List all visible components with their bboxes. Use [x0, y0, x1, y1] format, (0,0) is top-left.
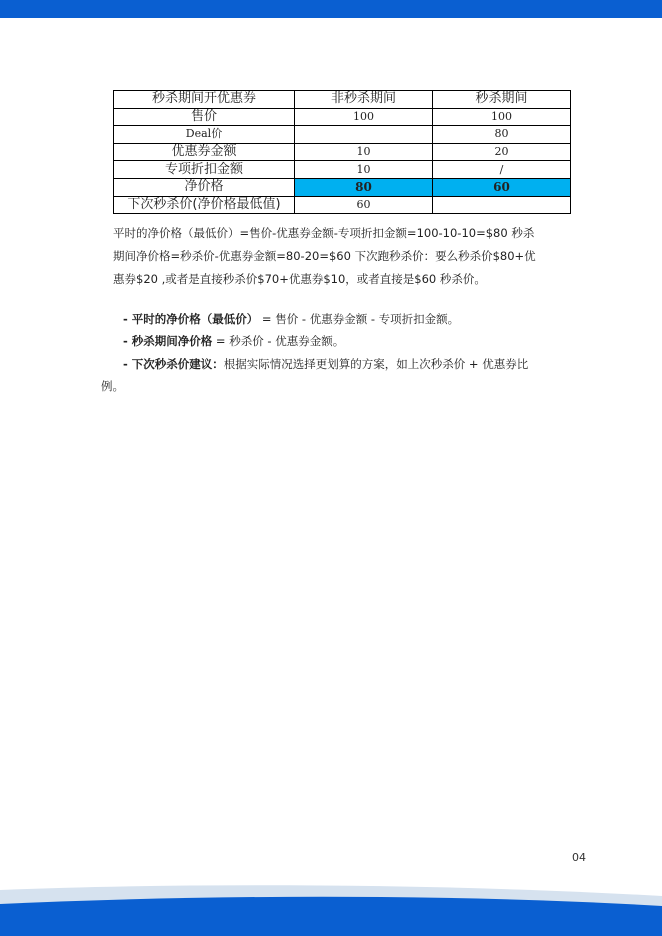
cell-normal: 10	[295, 161, 433, 179]
table-row	[114, 143, 571, 161]
cell-flash: 80	[433, 126, 571, 144]
row-label: 下次秒杀价(净价格最低值)	[114, 196, 295, 214]
cell-flash: 60	[433, 178, 571, 196]
cell-normal: 60	[295, 196, 433, 214]
bullet-title: - 平时的净价格（最低价）	[123, 312, 259, 326]
table-row	[114, 161, 571, 179]
cell-normal: 100	[295, 108, 433, 126]
row-label: 净价格	[114, 178, 295, 196]
explanation-paragraph	[113, 222, 565, 291]
bullet-text-continuation: 例。	[101, 379, 124, 393]
header-cell: 秒杀期间	[433, 91, 571, 109]
bullet-text: 根据实际情况选择更划算的方案，如上次秒杀价 + 优惠券比	[223, 357, 529, 371]
header-cell: 非秒杀期间	[295, 91, 433, 109]
table-row	[114, 196, 571, 214]
cell-flash: /	[433, 161, 571, 179]
cell-normal	[295, 126, 433, 144]
price-comparison-table	[113, 90, 571, 214]
bullet-text: = 售价 - 优惠券金额 - 专项折扣金额。	[258, 312, 460, 326]
cell-normal: 10	[295, 143, 433, 161]
cell-flash: 100	[433, 108, 571, 126]
table-row-highlighted	[114, 178, 571, 196]
bullet-flash-net-price	[101, 330, 567, 352]
paragraph-line: 期间净价格=秒杀价-优惠券金额=80-20=$60 下次跑秒杀价：要么秒杀价$80+优	[113, 249, 536, 263]
table-row	[114, 126, 571, 144]
row-label: 专项折扣金额	[114, 161, 295, 179]
cell-normal: 80	[295, 178, 433, 196]
bullet-next-flash-suggestion	[101, 353, 567, 397]
bullet-title: - 秒杀期间净价格	[123, 334, 213, 348]
bottom-wave-decoration	[0, 880, 662, 936]
cell-flash: 20	[433, 143, 571, 161]
cell-flash	[433, 196, 571, 214]
row-label: 优惠券金额	[114, 143, 295, 161]
top-banner	[0, 0, 662, 18]
row-label: 售价	[114, 108, 295, 126]
page-number: 04	[572, 851, 586, 864]
row-label: Deal价	[114, 126, 295, 144]
bullet-normal-net-price	[101, 308, 567, 330]
table-row	[114, 108, 571, 126]
paragraph-line: 平时的净价格（最低价）=售价-优惠券金额-专项折扣金额=100-10-10=$80 秒杀	[113, 226, 535, 240]
paragraph-line: 惠券$20 ,或者是直接秒杀价$70+优惠券$10，或者直接是$60 秒杀价。	[113, 272, 486, 286]
bullet-title: - 下次秒杀价建议：	[123, 357, 224, 371]
bullet-text: = 秒杀价 - 优惠券金额。	[212, 334, 345, 348]
table-header-row	[114, 91, 571, 109]
header-cell: 秒杀期间开优惠券	[114, 91, 295, 109]
